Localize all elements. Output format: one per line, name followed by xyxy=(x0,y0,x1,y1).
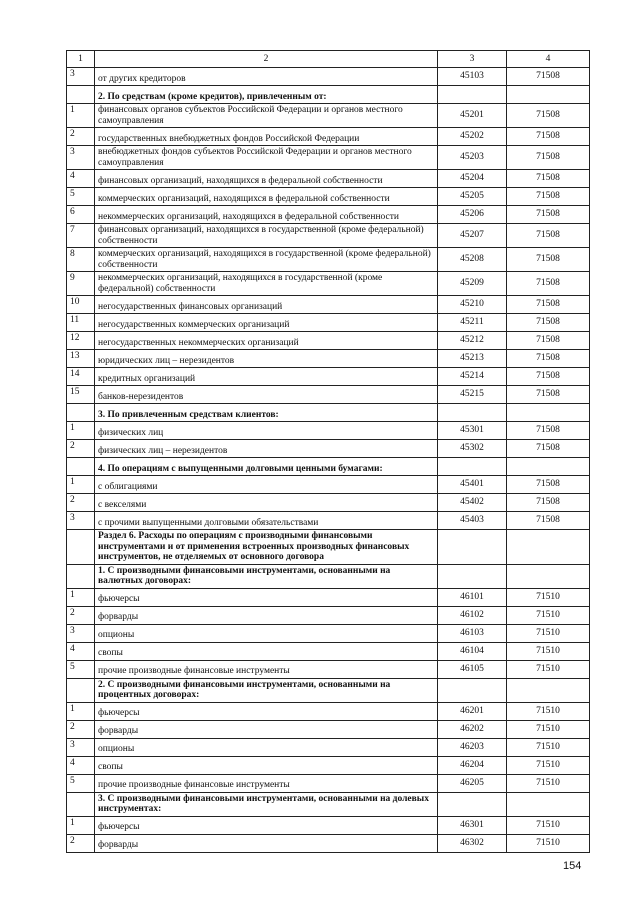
row-symbol-code: 45209 xyxy=(438,272,507,296)
row-description: финансовых организаций, находящихся в федеральной собственности xyxy=(95,170,438,188)
table-row xyxy=(67,512,590,530)
header-col-3: 3 xyxy=(438,51,507,68)
row-account-number: 71508 xyxy=(507,272,590,296)
table-row xyxy=(67,272,590,296)
row-number: 7 xyxy=(67,224,95,248)
row-account-number xyxy=(507,530,590,565)
row-number xyxy=(67,458,95,476)
row-description: коммерческих организаций, находящихся в государственной (кроме федеральной) собственности xyxy=(95,248,438,272)
row-account-number: 71508 xyxy=(507,248,590,272)
row-number xyxy=(67,86,95,104)
row-symbol-code: 45103 xyxy=(438,68,507,86)
row-account-number: 71508 xyxy=(507,332,590,350)
section-heading-row xyxy=(67,458,590,476)
section-heading-row xyxy=(67,86,590,104)
row-account-number: 71508 xyxy=(507,350,590,368)
row-symbol-code: 46103 xyxy=(438,624,507,642)
row-symbol-code: 45301 xyxy=(438,422,507,440)
row-account-number xyxy=(507,678,590,702)
table-header-row xyxy=(67,51,590,68)
row-account-number: 71510 xyxy=(507,642,590,660)
table-row xyxy=(67,494,590,512)
row-number: 13 xyxy=(67,350,95,368)
row-number: 12 xyxy=(67,332,95,350)
row-symbol-code xyxy=(438,458,507,476)
row-description: свопы xyxy=(95,756,438,774)
row-account-number: 71508 xyxy=(507,494,590,512)
row-number xyxy=(67,404,95,422)
table-row xyxy=(67,756,590,774)
row-number: 8 xyxy=(67,248,95,272)
row-account-number: 71510 xyxy=(507,738,590,756)
row-description: физических лиц xyxy=(95,422,438,440)
section-heading-row xyxy=(67,404,590,422)
row-account-number: 71508 xyxy=(507,368,590,386)
row-description: с прочими выпущенными долговыми обязательствами xyxy=(95,512,438,530)
row-account-number: 71510 xyxy=(507,774,590,792)
row-symbol-code xyxy=(438,530,507,565)
table-row xyxy=(67,188,590,206)
table-row xyxy=(67,248,590,272)
row-description: фьючерсы xyxy=(95,816,438,834)
row-number: 1 xyxy=(67,816,95,834)
row-description: физических лиц – нерезидентов xyxy=(95,440,438,458)
section-heading-row xyxy=(67,564,590,588)
table-row xyxy=(67,476,590,494)
row-number: 3 xyxy=(67,624,95,642)
row-description: 3. По привлеченным средствам клиентов: xyxy=(95,404,438,422)
row-description: с векселями xyxy=(95,494,438,512)
row-account-number: 71508 xyxy=(507,224,590,248)
header-col-1: 1 xyxy=(67,51,95,68)
row-description: 4. По операциям с выпущенными долговыми ценными бумагами: xyxy=(95,458,438,476)
row-description: финансовых организаций, находящихся в государственной (кроме федеральной) собственности xyxy=(95,224,438,248)
row-number xyxy=(67,792,95,816)
row-account-number: 71508 xyxy=(507,68,590,86)
row-account-number: 71510 xyxy=(507,702,590,720)
table-row xyxy=(67,588,590,606)
row-symbol-code: 46101 xyxy=(438,588,507,606)
table-row xyxy=(67,624,590,642)
row-symbol-code: 45214 xyxy=(438,368,507,386)
table-row xyxy=(67,296,590,314)
row-symbol-code: 46301 xyxy=(438,816,507,834)
row-symbol-code: 46302 xyxy=(438,834,507,852)
row-account-number: 71508 xyxy=(507,170,590,188)
row-number xyxy=(67,564,95,588)
row-account-number: 71510 xyxy=(507,588,590,606)
row-symbol-code: 45203 xyxy=(438,146,507,170)
row-number: 2 xyxy=(67,720,95,738)
table-row xyxy=(67,68,590,86)
row-number: 9 xyxy=(67,272,95,296)
row-account-number: 71510 xyxy=(507,756,590,774)
table-row xyxy=(67,104,590,128)
row-description: фьючерсы xyxy=(95,588,438,606)
section-heading-row xyxy=(67,792,590,816)
row-account-number: 71508 xyxy=(507,386,590,404)
row-symbol-code: 46204 xyxy=(438,756,507,774)
row-account-number xyxy=(507,792,590,816)
row-number: 5 xyxy=(67,774,95,792)
row-description: 1. С производными финансовыми инструментами, основанными на валютных договорах: xyxy=(95,564,438,588)
row-account-number xyxy=(507,404,590,422)
table-row xyxy=(67,642,590,660)
table-row xyxy=(67,834,590,852)
row-number: 2 xyxy=(67,834,95,852)
row-symbol-code: 45403 xyxy=(438,512,507,530)
section-heading-row xyxy=(67,530,590,565)
row-description: свопы xyxy=(95,642,438,660)
row-symbol-code xyxy=(438,678,507,702)
row-description: опционы xyxy=(95,624,438,642)
row-account-number: 71508 xyxy=(507,206,590,224)
table-row xyxy=(67,170,590,188)
row-description: некоммерческих организаций, находящихся в федеральной собственности xyxy=(95,206,438,224)
row-number: 2 xyxy=(67,494,95,512)
row-number: 3 xyxy=(67,146,95,170)
row-number: 1 xyxy=(67,702,95,720)
table-row xyxy=(67,738,590,756)
row-description: форварды xyxy=(95,606,438,624)
row-number: 4 xyxy=(67,756,95,774)
row-description: финансовых органов субъектов Российской Федерации и органов местного самоуправления xyxy=(95,104,438,128)
table-row xyxy=(67,128,590,146)
table-row xyxy=(67,368,590,386)
row-account-number xyxy=(507,458,590,476)
row-symbol-code: 45206 xyxy=(438,206,507,224)
row-number: 2 xyxy=(67,440,95,458)
row-description: негосударственных финансовых организаций xyxy=(95,296,438,314)
row-symbol-code: 45205 xyxy=(438,188,507,206)
table-row xyxy=(67,774,590,792)
row-symbol-code: 45211 xyxy=(438,314,507,332)
row-description: внебюджетных фондов субъектов Российской Федерации и органов местного самоуправления xyxy=(95,146,438,170)
row-number: 5 xyxy=(67,188,95,206)
row-number: 1 xyxy=(67,422,95,440)
row-number xyxy=(67,678,95,702)
row-description: прочие производные финансовые инструменты xyxy=(95,774,438,792)
row-description: от других кредиторов xyxy=(95,68,438,86)
row-description: негосударственных коммерческих организаций xyxy=(95,314,438,332)
table-row xyxy=(67,206,590,224)
row-account-number: 71510 xyxy=(507,606,590,624)
row-number: 1 xyxy=(67,476,95,494)
row-account-number: 71510 xyxy=(507,660,590,678)
row-account-number: 71508 xyxy=(507,296,590,314)
row-account-number: 71508 xyxy=(507,440,590,458)
row-account-number: 71508 xyxy=(507,476,590,494)
row-description: коммерческих организаций, находящихся в федеральной собственности xyxy=(95,188,438,206)
table-row xyxy=(67,606,590,624)
table-row xyxy=(67,350,590,368)
row-description: прочие производные финансовые инструменты xyxy=(95,660,438,678)
row-account-number: 71508 xyxy=(507,128,590,146)
row-symbol-code xyxy=(438,404,507,422)
row-account-number xyxy=(507,86,590,104)
accounts-table xyxy=(66,50,590,853)
table-row xyxy=(67,314,590,332)
row-number: 1 xyxy=(67,588,95,606)
row-number: 1 xyxy=(67,104,95,128)
row-symbol-code: 46105 xyxy=(438,660,507,678)
row-symbol-code: 45208 xyxy=(438,248,507,272)
row-symbol-code xyxy=(438,86,507,104)
row-account-number: 71508 xyxy=(507,512,590,530)
row-number: 4 xyxy=(67,170,95,188)
row-number xyxy=(67,530,95,565)
row-symbol-code: 46104 xyxy=(438,642,507,660)
accounts-table-body xyxy=(67,51,590,853)
header-col-2: 2 xyxy=(95,51,438,68)
row-account-number: 71510 xyxy=(507,624,590,642)
row-symbol-code: 45213 xyxy=(438,350,507,368)
table-row xyxy=(67,720,590,738)
row-symbol-code: 45210 xyxy=(438,296,507,314)
table-row xyxy=(67,422,590,440)
row-symbol-code: 46205 xyxy=(438,774,507,792)
row-symbol-code: 45202 xyxy=(438,128,507,146)
row-account-number: 71510 xyxy=(507,834,590,852)
row-description: с облигациями xyxy=(95,476,438,494)
table-row xyxy=(67,146,590,170)
row-description: опционы xyxy=(95,738,438,756)
table-row xyxy=(67,440,590,458)
row-description: государственных внебюджетных фондов Российской Федерации xyxy=(95,128,438,146)
row-account-number: 71510 xyxy=(507,816,590,834)
row-number: 4 xyxy=(67,642,95,660)
row-symbol-code: 45302 xyxy=(438,440,507,458)
section-heading-row xyxy=(67,678,590,702)
row-description: юридических лиц – нерезидентов xyxy=(95,350,438,368)
table-row xyxy=(67,332,590,350)
row-symbol-code: 46102 xyxy=(438,606,507,624)
row-description: банков-нерезидентов xyxy=(95,386,438,404)
row-description: форварды xyxy=(95,834,438,852)
row-account-number: 71508 xyxy=(507,314,590,332)
header-col-4: 4 xyxy=(507,51,590,68)
row-description: фьючерсы xyxy=(95,702,438,720)
row-number: 15 xyxy=(67,386,95,404)
row-description: негосударственных некоммерческих организаций xyxy=(95,332,438,350)
row-number: 5 xyxy=(67,660,95,678)
row-number: 3 xyxy=(67,738,95,756)
table-row xyxy=(67,816,590,834)
row-symbol-code: 45207 xyxy=(438,224,507,248)
table-row xyxy=(67,386,590,404)
row-symbol-code: 45402 xyxy=(438,494,507,512)
row-number: 10 xyxy=(67,296,95,314)
row-description: Раздел 6. Расходы по операциям с производными финансовыми инструментами и от применения встроенных производных финансовых инструментов, не отделяемых от основного договора xyxy=(95,530,438,565)
row-account-number xyxy=(507,564,590,588)
row-symbol-code: 46201 xyxy=(438,702,507,720)
row-account-number: 71508 xyxy=(507,422,590,440)
table-row xyxy=(67,660,590,678)
table-row xyxy=(67,702,590,720)
page-number: 154 xyxy=(563,860,582,872)
row-account-number: 71508 xyxy=(507,146,590,170)
row-number: 3 xyxy=(67,512,95,530)
row-description: 2. По средствам (кроме кредитов), привлеченным от: xyxy=(95,86,438,104)
row-symbol-code: 45201 xyxy=(438,104,507,128)
row-symbol-code: 46203 xyxy=(438,738,507,756)
row-symbol-code: 46202 xyxy=(438,720,507,738)
row-number: 2 xyxy=(67,128,95,146)
row-symbol-code: 45401 xyxy=(438,476,507,494)
row-number: 11 xyxy=(67,314,95,332)
row-description: кредитных организаций xyxy=(95,368,438,386)
row-account-number: 71510 xyxy=(507,720,590,738)
row-account-number: 71508 xyxy=(507,188,590,206)
row-number: 14 xyxy=(67,368,95,386)
row-description: форварды xyxy=(95,720,438,738)
row-description: 2. С производными финансовыми инструментами, основанными на процентных договорах: xyxy=(95,678,438,702)
row-description: 3. С производными финансовыми инструментами, основанными на долевых инструментах: xyxy=(95,792,438,816)
row-number: 6 xyxy=(67,206,95,224)
row-description: некоммерческих организаций, находящихся в государственной (кроме федеральной) собственности xyxy=(95,272,438,296)
row-symbol-code xyxy=(438,792,507,816)
row-symbol-code: 45215 xyxy=(438,386,507,404)
row-symbol-code xyxy=(438,564,507,588)
row-symbol-code: 45204 xyxy=(438,170,507,188)
row-symbol-code: 45212 xyxy=(438,332,507,350)
table-row xyxy=(67,224,590,248)
row-number: 3 xyxy=(67,68,95,86)
row-number: 2 xyxy=(67,606,95,624)
row-account-number: 71508 xyxy=(507,104,590,128)
